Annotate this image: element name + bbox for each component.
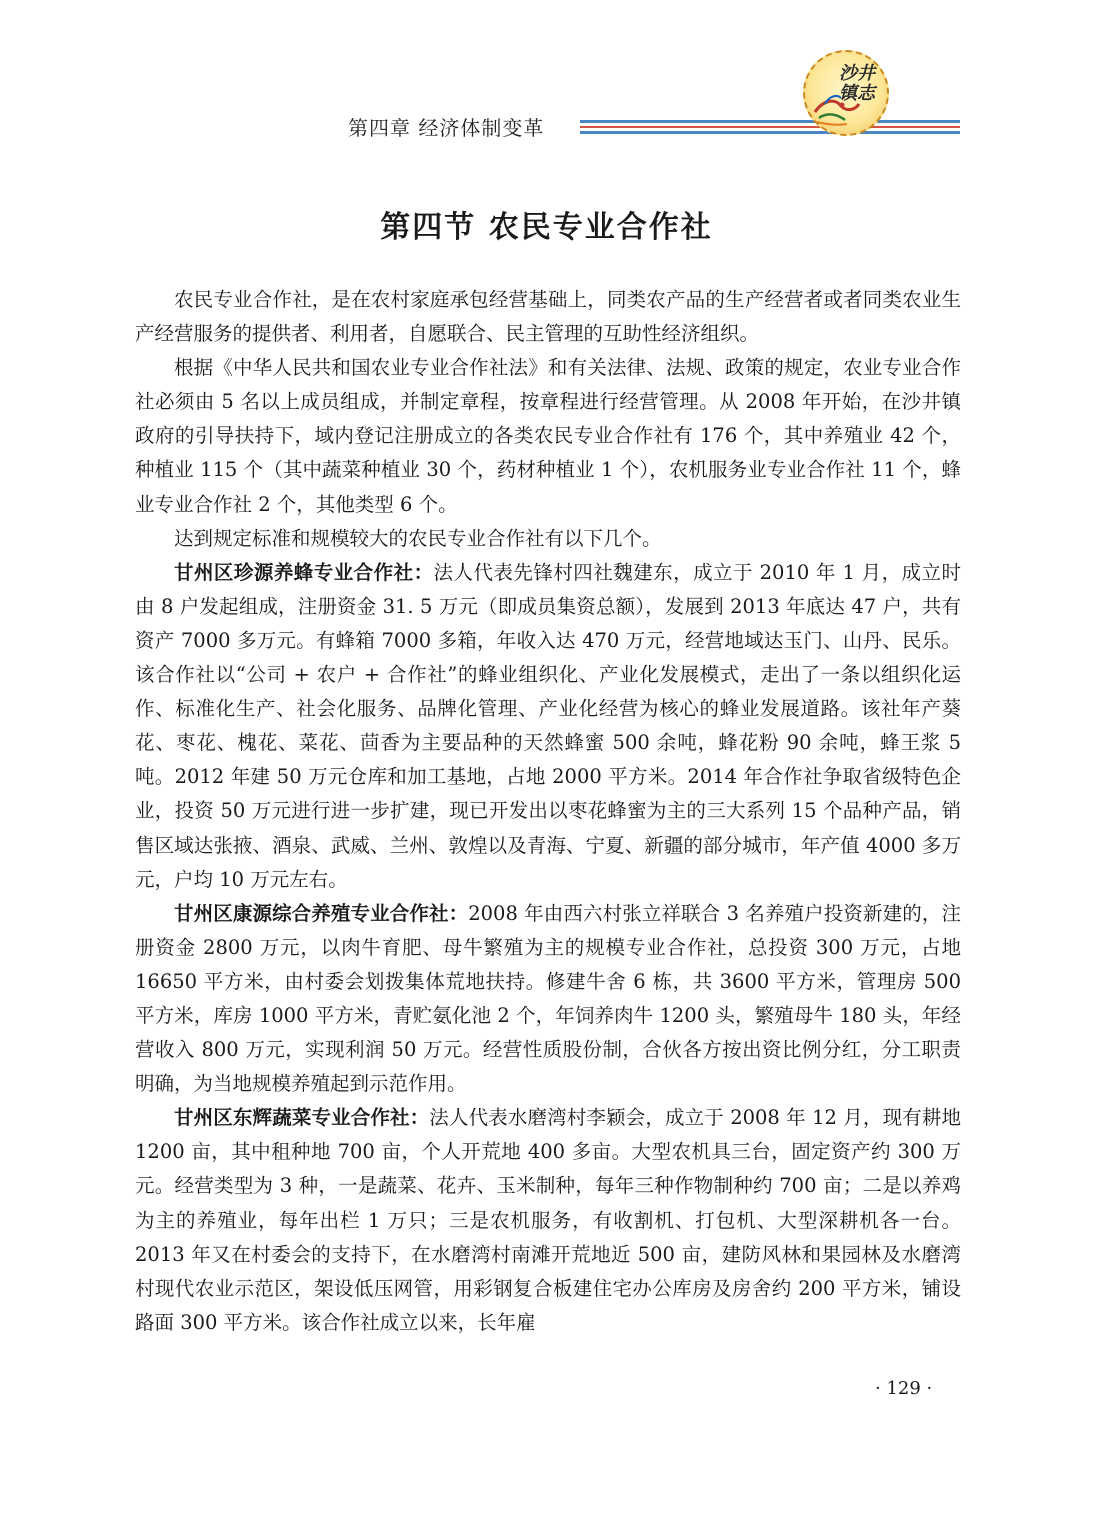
paragraph [135,897,961,1102]
header-rule-blue-bottom [580,131,960,134]
paragraph [135,556,961,897]
paragraph-text: 达到规定标准和规模较大的农民专业合作社有以下几个。 [174,526,662,550]
cooperative-name: 甘州区东辉蔬菜专业合作社： [174,1106,430,1130]
cooperative-name: 甘州区珍源养蜂专业合作社： [174,560,434,584]
header-rule-red [580,126,960,128]
paragraph-text: 法人代表先锋村四社魏建东，成立于 2010 年 1 月，成立时由 8 户发起组成，注册资金 31. 5 万元（即成员集资总额），发展到 2013 年底达 47 户，共有资产 7000 多万元。有蜂箱 7000 多箱，年收入达 470 万元，经营地域达玉门、山丹、民乐。该合作社以“公司 + 农户 + 合作社”的蜂业组织化、产业化发展模式，走出了一条以组织化运作、标准化生产、社会化服务、品牌化管理、产业化经营为核心的蜂业发展道路。该社年产葵花、枣花、槐花、菜花、茴香为主要品种的天然蜂蜜 500 余吨，蜂花粉 90 余吨，蜂王浆 5 吨。2012 年建 50 万元仓库和加工基地，占地 2000 平方米。2014 年合作社争取省级特色企业，投资 50 万元进行进一步扩建，现已开发出以枣花蜂蜜为主的三大系列 15 个品种产品，销售区域达张掖、酒泉、武威、兰州、敦煌以及青海、宁夏、新疆的部分城市，年产值 4000 多万元，户均 10 万元左右。 [135,560,961,891]
body-text [135,283,961,1340]
header-rule-blue-top [580,120,960,123]
paragraph [135,351,961,521]
paragraph-text: 农民专业合作社，是在农村家庭承包经营基础上，同类农产品的生产经营者或者同类农业生产经营服务的提供者、利用者，自愿联合、民主管理的互助性经济组织。 [135,288,961,346]
paragraph-text: 根据《中华人民共和国农业专业合作社法》和有关法律、法规、政策的规定，农业专业合作社必须由 5 名以上成员组成，并制定章程，按章程进行经营管理。从 2008 年开始，在沙井镇政府的引导扶持下，域内登记注册成立的各类农民专业合作社有 176 个，其中养殖业 42 个，种植业 115 个（其中蔬菜种植业 30 个，药材种植业 1 个），农机服务业专业合作社 11 个，蜂业专业合作社 2 个，其他类型 6 个。 [135,356,961,516]
paragraph [135,1101,961,1340]
chapter-title: 第四章 经济体制变革 [348,116,545,140]
paragraph [135,283,961,351]
page-number: · 129 · [875,1378,933,1399]
section-title: 第四节 农民专业合作社 [380,210,713,245]
paragraph-text: 法人代表水磨湾村李颖会，成立于 2008 年 12 月，现有耕地 1200 亩，其中租种地 700 亩，个人开荒地 400 多亩。大型农机具三台，固定资产约 300 万元。经营类型为 3 种，一是蔬菜、花卉、玉米制种，每年三种作物制种约 700 亩；二是以养鸡为主的养殖业，每年出栏 1 万只；三是农机服务，有收割机、打包机、大型深耕机各一台。2013 年又在村委会的支持下，在水磨湾村南滩开荒地近 500 亩，建防风林和果园林及水磨湾村现代农业示范区，架设低压网管，用彩钢复合板建住宅办公库房及房舍约 200 平方米，铺设路面 300 平方米。该合作社成立以来，长年雇 [135,1106,961,1334]
paragraph [135,522,961,556]
town-gazetteer-emblem [803,50,889,136]
paragraph-text: 2008 年由西六村张立祥联合 3 名养殖户投资新建的，注册资金 2800 万元，以肉牛育肥、母牛繁殖为主的规模专业合作社，总投资 300 万元，占地 16650 平方米，由村委会划拨集体荒地扶持。修建牛舍 6 栋，共 3600 平方米，管理房 500 平方米，库房 1000 平方米，青贮氨化池 2 个，年饲养肉牛 1200 头，繁殖母牛 180 头，年经营收入 800 万元，实现利润 50 万元。经营性质股份制，合伙各方按出资比例分红，分工职责明确，为当地规模养殖起到示范作用。 [135,901,961,1096]
cooperative-name: 甘州区康源综合养殖专业合作社： [174,901,469,925]
page-header [0,0,1093,150]
emblem-text: 沙井镇志 [839,63,875,104]
